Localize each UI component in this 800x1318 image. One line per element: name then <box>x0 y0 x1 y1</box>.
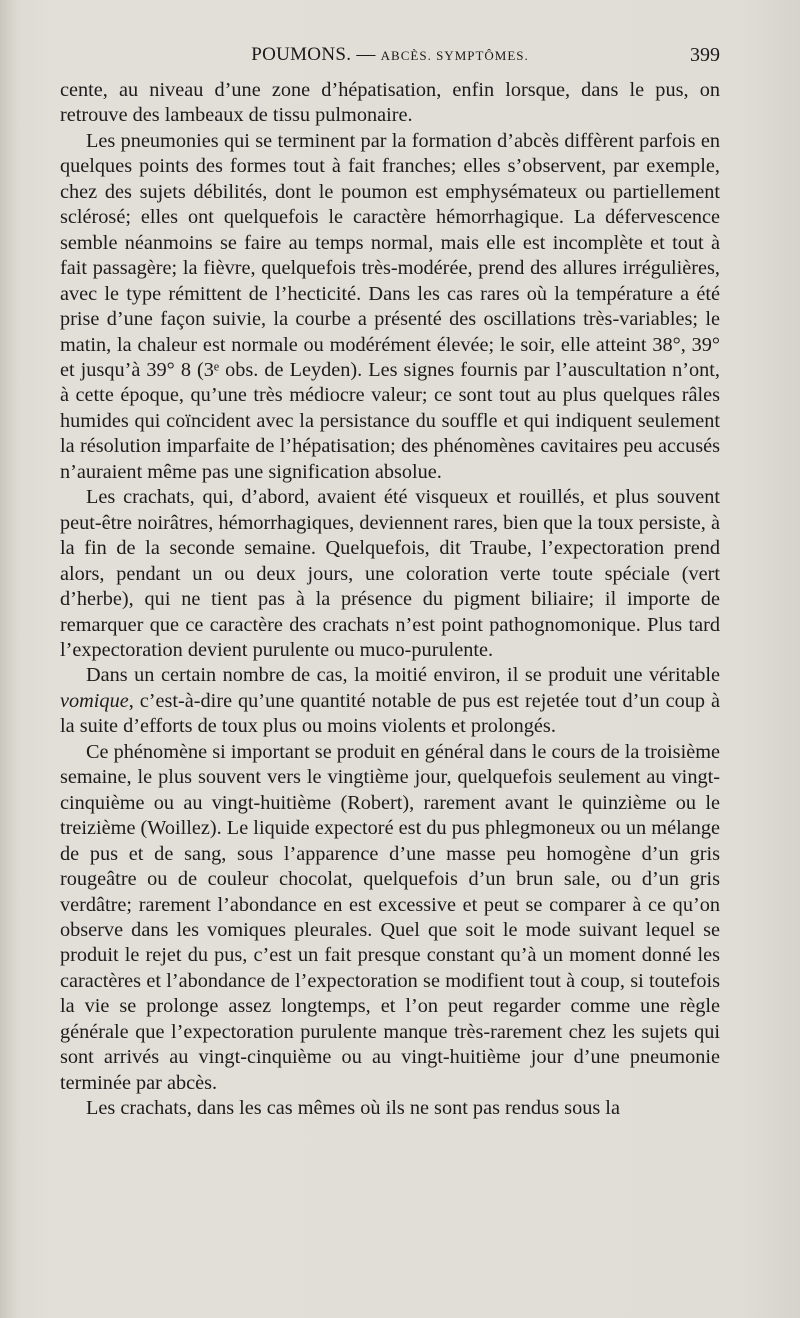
running-header <box>60 44 720 70</box>
paragraph-phenomene: Ce phénomène si important se produit en général dans le cours de la troisième semaine, le plus souvent vers le vingtième jour, quelquefois seulement au vingt-cinquième ou au vingt-huitième (Robert), rarement avant le quinzième ou le treizième (Woillez). Le liquide expectoré est du pus phlegmoneux ou un mélange de pus et de sang, sous l’apparence d’une masse peu homogène d’un gris rougeâtre ou de couleur chocolat, quelquefois d’un brun sale, ou d’un gris verdâtre; rarement l’abondance en est excessive et peut se comparer à ce qu’on observe dans les vomiques pleurales. Quel que soit le mode suivant lequel se produit le rejet du pus, c’est un fait presque constant qu’à un moment donné les caractères et l’abondance de l’expectoration se modifient tout à coup, si toutefois la vie se prolonge assez longtemps, et l’on peut regarder comme une règle générale que l’expectoration purulente manque très-rarement chez les sujets qui sont arrivés au vingt-cinquième ou au vingt-huitième jour d’une pneumonie terminée par abcès. <box>60 740 720 1094</box>
header-title-dash: — <box>351 44 381 65</box>
header-title-section: ABCÈS. SYMPTÔMES. <box>380 48 529 63</box>
paragraph-vomique: Dans un certain nombre de cas, la moitié environ, il se produit une véritable vomique, c’est-à-dire qu’une quantité notable de pus est rejetée tout d’un coup à la suite d’efforts de toux plus ou moins violents et prolongés. <box>60 664 720 738</box>
paragraph-crachats: Les crachats, qui, d’abord, avaient été visqueux et rouillés, et plus souvent peut-être noirâtres, hémorrhagiques, deviennent rares, bien que la toux persiste, à la fin de la seconde semaine. Quelquefois, dit Traube, l’expectoration prend alors, pendant un ou deux jours, une coloration verte toute spéciale (vert d’herbe), qui ne tient pas à la présence du pigment biliaire; il importe de remarquer que ce caractère des crachats n’est point pathognomonique. Plus tard l’expectoration devient purulente ou muco-purulente. <box>60 486 720 661</box>
header-title-main: POUMONS. <box>251 44 352 65</box>
page-number: 399 <box>690 44 720 66</box>
body-text <box>60 78 720 1122</box>
header-title <box>60 44 720 66</box>
emphasis-vomique: vomique <box>60 689 129 712</box>
paragraph-pneumonies: Les pneumonies qui se terminent par la formation d’abcès diffèrent parfois en quelques points des formes tout à fait franches; elles s’observent, par exemple, chez des sujets débilités, dont le poumon est emphysémateux ou partiellement sclérosé; elles ont quelquefois le caractère hémorrhagique. La défervescence semble néanmoins se faire au temps normal, mais elle est incomplète et tout à fait passagère; la fièvre, quelquefois très-modérée, prend des allures irrégulières, avec le type rémittent de l’hecticité. Dans les cas rares où la température a été prise d’une façon suivie, la courbe a présenté des oscillations très-variables; le matin, la chaleur est normale ou modérément élevée; le soir, elle atteint 38°, 39° et jusqu’à 39° 8 (3ᵉ obs. de Leyden). Les signes fournis par l’auscultation n’ont, à cette époque, qu’une très médiocre valeur; ce sont tout au plus quelques râles humides qui coïncident avec la persistance du souffle et qui indiquent seulement la résolution imparfaite de l’hépatisation; des phénomènes cavitaires peu accusés n’auraient même pas une signification absolue. <box>60 129 720 483</box>
paragraph-continued: cente, au niveau d’une zone d’hépatisation, enfin lorsque, dans le pus, on retrouve des lambeaux de tissu pulmonaire. <box>60 79 720 127</box>
paragraph-final: Les crachats, dans les cas mêmes où ils ne sont pas rendus sous la <box>86 1097 620 1120</box>
